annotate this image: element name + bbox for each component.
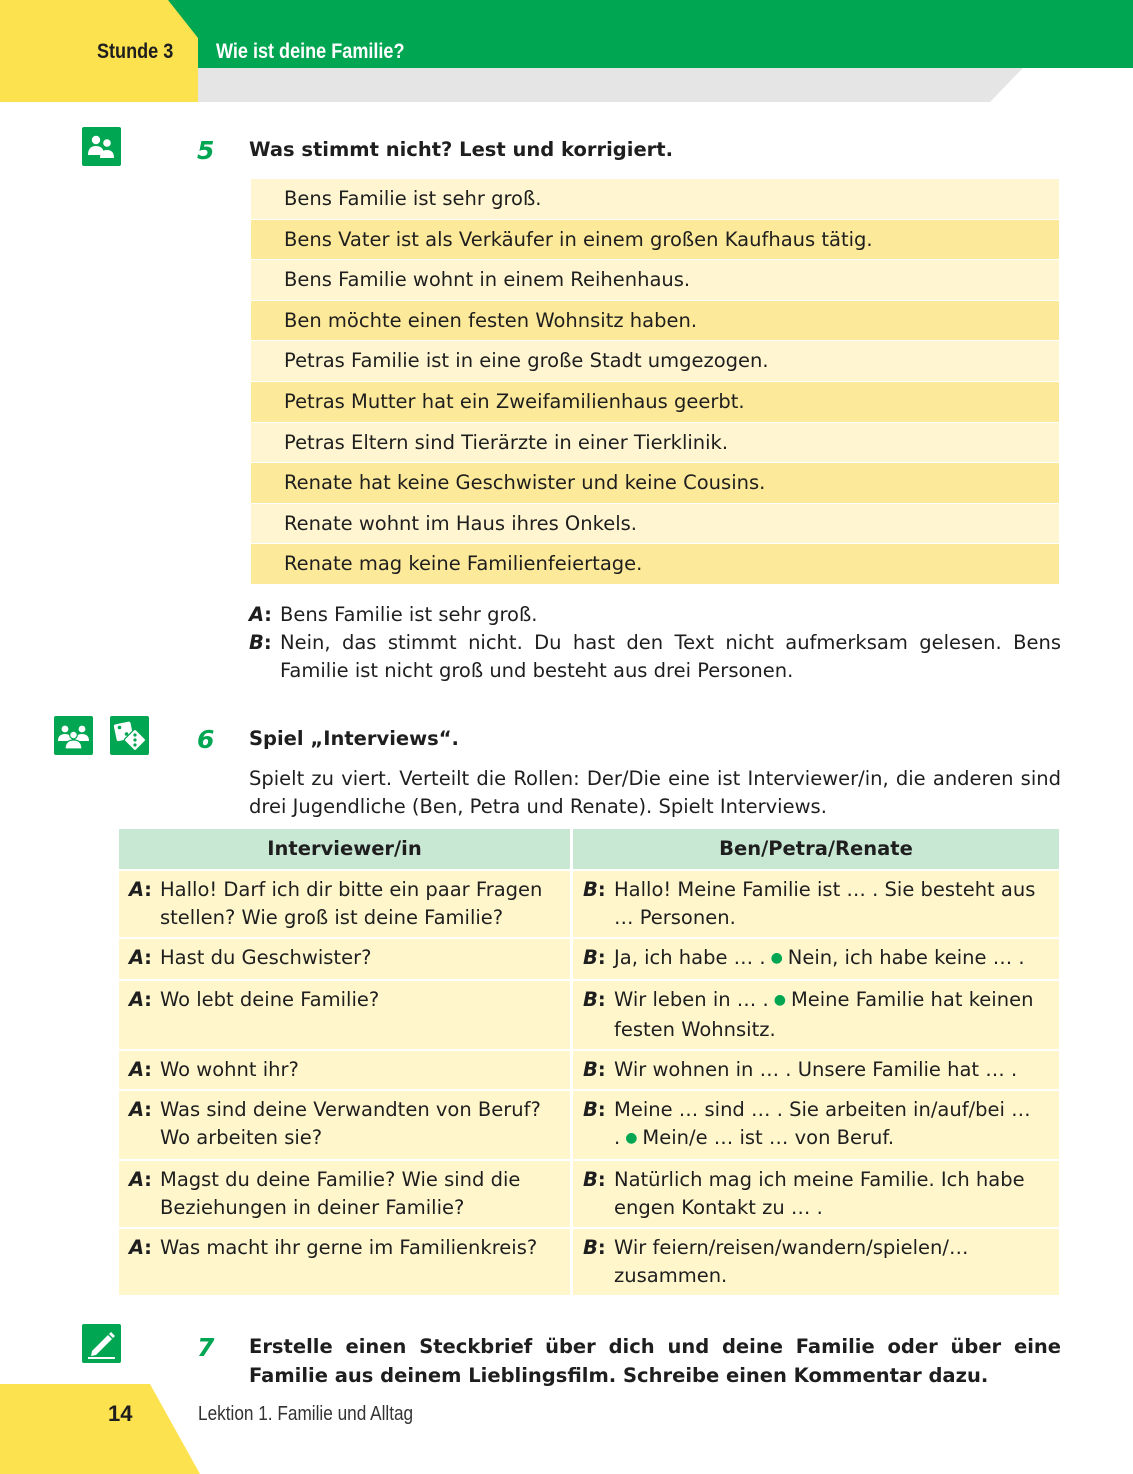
task-7-title: Erstelle einen Steckbrief über dich und deine Familie oder über eine Familie aus deinem Lieblingsfilm. Schreibe einen Kommentar dazu. [249,1335,1061,1387]
answer-text: Wir feiern/reisen/wandern/spielen/… zusammen. [614,1236,969,1287]
table-row [119,1051,1059,1089]
footer-yellow-band [0,1384,200,1474]
speaker-label: B: [583,988,606,1011]
page-number: 14 [108,1401,133,1426]
interview-table [119,829,1059,1295]
speaker-label: A: [129,1168,152,1191]
answer-text: Wir leben in … . ● Meine Familie hat keinen festen Wohnsitz. [614,988,1034,1041]
answer-cell [573,1091,1059,1159]
statement-row: Renate wohnt im Haus ihres Onkels. [251,504,1059,545]
question-cell [119,1091,570,1159]
question-cell [119,1051,570,1089]
statement-row: Petras Mutter hat ein Zweifamilienhaus geerbt. [251,382,1059,423]
speaker-label: B: [583,1098,606,1121]
bullet-separator: ● [773,992,786,1008]
statements-list [251,179,1059,585]
answer-cell [573,871,1059,937]
task-5-title: Was stimmt nicht? Lest und korrigiert. [249,138,674,161]
answer-text: Ja, ich habe … . ● Nein, ich habe keine … . [614,946,1025,969]
dialogue-line [249,629,1061,685]
table-row [119,1091,1059,1159]
question-text: Hallo! Darf ich dir bitte ein paar Fragen stellen? Wie groß ist deine Familie? [160,878,543,929]
speaker-label: A: [129,1236,152,1259]
pair-work-icon [82,127,121,166]
speaker-label: B: [583,1168,606,1191]
table-header [119,829,1059,869]
statement-row: Ben möchte einen festen Wohnsitz haben. [251,301,1059,342]
task-5-number: 5 [197,136,215,165]
speaker-label: A: [129,878,152,901]
task-6-number: 6 [197,725,215,754]
writing-pencil-icon [82,1324,121,1363]
statement-row: Renate hat keine Geschwister und keine Cousins. [251,463,1059,504]
question-text: Wo lebt deine Familie? [160,988,380,1011]
question-text: Hast du Geschwister? [160,946,372,969]
answer-text: Hallo! Meine Familie ist … . Sie besteht aus … Personen. [614,878,1036,929]
task-7-number: 7 [197,1333,215,1362]
speaker-label: B: [583,1058,606,1081]
dialogue-text: Nein, das stimmt nicht. Du hast den Text nicht aufmerksam gelesen. Bens Familie ist nicht groß und besteht aus drei Personen. [280,631,1061,682]
question-cell [119,871,570,937]
lesson-label: Stunde 3 [97,40,174,63]
column-header-respondent: Ben/Petra/Renate [573,829,1059,869]
example-dialogue [249,601,1061,685]
question-cell [119,981,570,1049]
dialogue-line [249,601,1061,629]
statement-row: Bens Familie ist sehr groß. [251,179,1059,220]
bullet-separator: ● [770,950,783,966]
task-6-instructions: Spielt zu viert. Verteilt die Rollen: Der/Die eine ist Interviewer/in, die anderen sind drei Jugendliche (Ben, Petra und Renate). Spielt Interviews. [249,767,1061,818]
column-header-interviewer: Interviewer/in [119,829,570,869]
answer-cell [573,939,1059,979]
speaker-label: B: [583,1236,606,1259]
answer-cell [573,1051,1059,1089]
question-text: Was macht ihr gerne im Familienkreis? [160,1236,538,1259]
table-row [119,1229,1059,1295]
table-row [119,1161,1059,1227]
table-row [119,939,1059,979]
header-grey-band [198,68,1023,102]
question-text: Magst du deine Familie? Wie sind die Beziehungen in deiner Familie? [160,1168,521,1219]
table-row [119,981,1059,1049]
answer-text: Natürlich mag ich meine Familie. Ich habe engen Kontakt zu … . [614,1168,1025,1219]
question-text: Wo wohnt ihr? [160,1058,299,1081]
bullet-separator: ● [625,1130,638,1146]
question-cell [119,1161,570,1227]
answer-cell [573,1229,1059,1295]
speaker-label: B: [249,631,272,654]
dialogue-text: Bens Familie ist sehr groß. [280,603,538,626]
task-6-title: Spiel „Interviews“. [249,727,459,750]
answer-text: Wir wohnen in … . Unsere Familie hat … . [614,1058,1018,1081]
statement-row: Petras Eltern sind Tierärzte in einer Tierklinik. [251,423,1059,464]
page-title: Wie ist deine Familie? [216,40,405,63]
speaker-label: B: [583,946,606,969]
speaker-label: B: [583,878,606,901]
question-cell [119,1229,570,1295]
question-text: Was sind deine Verwandten von Beruf? Wo arbeiten sie? [160,1098,541,1149]
group-work-icon [54,716,93,755]
question-cell [119,939,570,979]
statement-row: Renate mag keine Familienfeiertage. [251,544,1059,585]
speaker-label: A: [129,1058,152,1081]
dice-game-icon [110,716,149,755]
answer-cell [573,981,1059,1049]
answer-text: Meine … sind … . Sie arbeiten in/auf/bei … . ● Mein/e … ist … von Beruf. [614,1098,1031,1149]
speaker-label: A: [129,946,152,969]
statement-row: Petras Familie ist in eine große Stadt umgezogen. [251,341,1059,382]
speaker-label: A: [249,603,272,626]
speaker-label: A: [129,988,152,1011]
footer-chapter: Lektion 1. Familie und Alltag [198,1403,414,1425]
table-row [119,871,1059,937]
statement-row: Bens Vater ist als Verkäufer in einem großen Kaufhaus tätig. [251,220,1059,261]
answer-cell [573,1161,1059,1227]
speaker-label: A: [129,1098,152,1121]
statement-row: Bens Familie wohnt in einem Reihenhaus. [251,260,1059,301]
